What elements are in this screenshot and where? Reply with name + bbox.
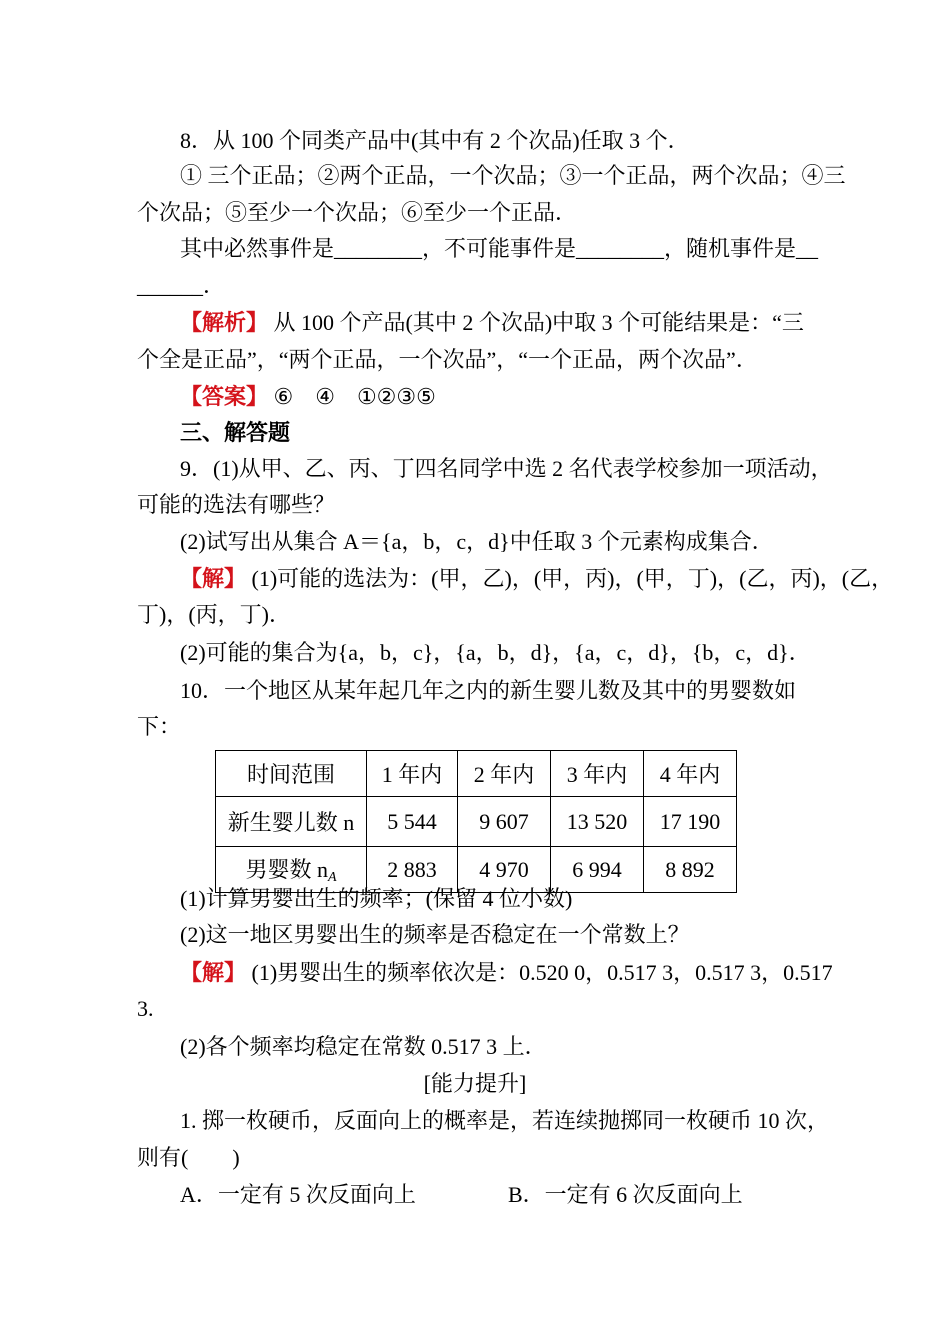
table-header-cell: 2 年内: [458, 751, 551, 797]
table-header-cell: 3 年内: [551, 751, 644, 797]
table-cell: 13 520: [551, 797, 644, 847]
q8-options-line2: 个次品；⑤至少一个次品；⑥至少一个正品．: [137, 200, 578, 225]
q9-part2: (2)试写出从集合 A＝{a，b，c，d}中任取 3 个元素构成集合．: [180, 529, 774, 554]
q9-solution-part2: (2)可能的集合为{a，b，c}，{a，b，d}，{a，c，d}，{b，c，d}．: [180, 640, 811, 665]
q8-stem: 8．从 100 个同类产品中(其中有 2 个次品)任取 3 个．: [180, 128, 690, 153]
q10-solution-line1: [180, 960, 833, 986]
table-header-cell: 4 年内: [644, 751, 737, 797]
table-header-row: [216, 751, 737, 797]
q10-part2: (2)这一地区男婴出生的频率是否稳定在一个常数上？: [180, 922, 690, 947]
answer-text: ⑥ ④ ①②③⑤: [268, 384, 436, 409]
analysis-tag: 【解析】: [180, 310, 269, 335]
row-label-births: 新生婴儿数 n: [216, 797, 367, 847]
q10-stem-line1: 10．一个地区从某年起几年之内的新生婴儿数及其中的男婴数如: [180, 678, 797, 703]
p1-stem-line2: 则有( ): [137, 1145, 240, 1170]
birth-data-table: [215, 750, 737, 893]
table-cell: 17 190: [644, 797, 737, 847]
q8-analysis-line2: 个全是正品”，“两个正品，一个次品”，“一个正品，两个次品”．: [137, 347, 758, 372]
q8-options-line1: ① 三个正品；②两个正品，一个次品；③一个正品，两个次品；④三: [180, 163, 846, 188]
solution-tag: 【解】: [180, 960, 247, 985]
q10-solution-part2: (2)各个频率均稳定在常数 0.517 3 上．: [180, 1034, 547, 1059]
table-cell: 6 994: [551, 847, 644, 893]
q9-stem-line2: 可能的选法有哪些？: [137, 492, 336, 517]
q10-solution-line2: 3.: [137, 996, 154, 1021]
table-cell: 8 892: [644, 847, 737, 893]
q8-blank-line2: ______．: [137, 273, 226, 298]
ability-section-title: [能力提升]: [423, 1071, 527, 1096]
q10-stem-line2: 下：: [137, 714, 182, 739]
solution-text: (1)可能的选法为：(甲，乙)，(甲，丙)，(甲，丁)，(乙，丙)，(乙，: [246, 566, 894, 591]
analysis-text: 从 100 个产品(其中 2 个次品)中取 3 个可能结果是：“三: [268, 310, 804, 335]
solution-tag: 【解】: [180, 566, 247, 591]
table-cell: 9 607: [458, 797, 551, 847]
q9-stem-line1: 9．(1)从甲、乙、丙、丁四名同学中选 2 名代表学校参加一项活动，: [180, 456, 833, 481]
table-row-births: [216, 797, 737, 847]
row-label-subscript: A: [327, 870, 337, 885]
section3-title: 三、解答题: [180, 420, 291, 445]
p1-option-b: B．一定有 6 次反面向上: [508, 1182, 743, 1207]
p1-stem-line1: 1. 掷一枚硬币，反面向上的概率是，若连续抛掷同一枚硬币 10 次，: [180, 1108, 830, 1133]
table-header-cell: 1 年内: [367, 751, 458, 797]
row-label-boys-text: 男婴数 n: [245, 857, 328, 882]
p1-option-a: A．一定有 5 次反面向上: [180, 1182, 416, 1207]
table-cell: 2 883: [367, 847, 458, 893]
q8-analysis-line1: [180, 310, 804, 336]
q9-solution-line1: [180, 566, 893, 592]
table-cell: 4 970: [458, 847, 551, 893]
solution-text: (1)男婴出生的频率依次是：0.520 0，0.517 3，0.517 3，0.517: [246, 960, 833, 985]
q10-part1: (1)计算男婴出生的频率；(保留 4 位小数): [180, 886, 573, 911]
q9-solution-line2: 丁)，(丙，丁)．: [137, 602, 291, 627]
table-cell: 5 544: [367, 797, 458, 847]
q8-blank-line1: 其中必然事件是________，不可能事件是________，随机事件是__: [180, 236, 819, 261]
q8-answer: [180, 384, 436, 410]
table-header-cell: 时间范围: [216, 751, 367, 797]
answer-tag: 【答案】: [180, 384, 269, 409]
